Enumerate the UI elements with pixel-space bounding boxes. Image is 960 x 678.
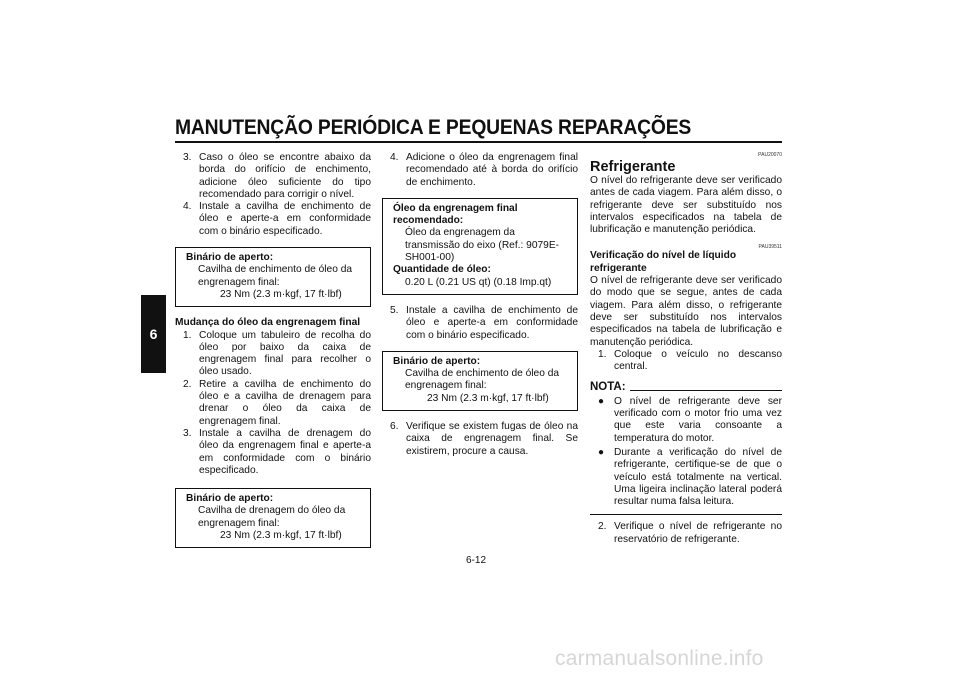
step-item	[175, 379, 371, 428]
paragraph: O nível do refrigerante deve ser verificado antes de cada viagem. Para além disso, o refrigerante deve ser substituído nos intervalos especificados na tabela de lubrificação e manutenção periódica.	[590, 175, 782, 236]
title-rule	[175, 141, 782, 143]
step-text: Retire a cavilha de enchimento do óleo e a cavilha de drenagem para drenar o óleo da caixa de engrenagem final.	[199, 378, 371, 427]
torque-box	[175, 247, 371, 307]
step-number: 3.	[183, 427, 192, 439]
step-number: 2.	[183, 378, 192, 390]
step-number: 1.	[598, 348, 607, 360]
step-text: Instale a cavilha de enchimento de óleo e aperte-a em conformidade com o binário especificado.	[199, 201, 371, 237]
column-left	[175, 152, 371, 558]
step-number: 6.	[390, 421, 399, 433]
bullet-icon: ●	[598, 446, 605, 458]
subsection-title: Verificação do nível de líquido refrigerante	[590, 250, 737, 274]
step-item	[175, 330, 371, 379]
step-text: Coloque um tabuleiro de recolha do óleo por baixo da caixa de engrenagem final para recolher o óleo usado.	[199, 329, 371, 378]
bullet-text: Durante a verificação do nível de refrigerante, certifique-se de que o veículo está totalmente na vertical. Uma ligeira inclinação lateral poderá resultar numa falsa leitura.	[614, 446, 782, 508]
column-middle	[382, 152, 578, 458]
box-qty-title: Quantidade de óleo:	[393, 264, 491, 276]
step-item	[175, 152, 371, 201]
subheading-oil-change: Mudança do óleo da engrenagem final	[175, 317, 361, 329]
step-item	[175, 201, 371, 238]
step-item	[175, 428, 371, 477]
step-item	[382, 305, 578, 342]
box-line: Cavilha de enchimento de óleo da engrenagem final:	[198, 264, 353, 288]
box-title: Binário de aperto:	[186, 252, 274, 264]
step-text: Instale a cavilha de drenagem do óleo da engrenagem final e aperte-a em conformidade com o binário especificado.	[199, 427, 371, 476]
box-title: Binário de aperto:	[186, 493, 274, 505]
step-item	[382, 152, 578, 189]
box-value: 23 Nm (2.3 m·kgf, 17 ft·lbf)	[427, 392, 549, 404]
step-item	[590, 349, 782, 374]
step-item	[382, 421, 578, 458]
step-number: 5.	[390, 304, 399, 316]
bullet-icon: ●	[598, 395, 605, 407]
step-text: Instale a cavilha de enchimento de óleo e aperte-a em conformidade com o binário especificado.	[406, 304, 578, 341]
step-number: 3.	[183, 152, 192, 163]
box-line: Cavilha de drenagem do óleo da engrenagem final:	[198, 505, 346, 529]
note-bullet	[590, 396, 782, 445]
note-rule	[630, 390, 782, 391]
box-line: Cavilha de enchimento de óleo da engrenagem final:	[405, 368, 560, 392]
reference-code: PAU20070	[758, 152, 782, 158]
step-number: 4.	[390, 152, 399, 163]
note-bullet	[590, 447, 782, 508]
box-value: 23 Nm (2.3 m·kgf, 17 ft·lbf)	[220, 288, 342, 300]
column-right	[590, 152, 782, 546]
step-number: 4.	[183, 201, 192, 213]
box-title: Óleo da engrenagem final recomendado:	[393, 202, 518, 227]
bullet-text: O nível de refrigerante deve ser verificado com o motor frio uma vez que este varia consoante a temperatura do motor.	[614, 395, 782, 444]
box-line: Óleo da engrenagem da transmissão do eixo (Ref.: 9079E-SH001-00)	[405, 227, 560, 264]
step-item	[590, 521, 782, 546]
step-number: 2.	[598, 521, 607, 533]
paragraph: O nível de refrigerante deve ser verificado do modo que se segue, antes de cada viagem. Para além disso, o refrigerante deve ser substituído nos intervalos especificados na tabela de lubrificação e manutenção periódica.	[590, 275, 782, 348]
watermark: carmanualsonline.info	[555, 647, 764, 670]
page-number: 6-12	[466, 555, 487, 566]
torque-box	[175, 488, 371, 548]
torque-box	[382, 351, 578, 411]
step-text: Verifique o nível de refrigerante no reservatório de refrigerante.	[614, 521, 782, 545]
note-label: NOTA:	[590, 381, 626, 394]
note-end-rule	[590, 514, 782, 515]
section-title: Refrigerante	[590, 159, 676, 175]
page-title: MANUTENÇÃO PERIÓDICA E PEQUENAS REPARAÇÕES	[175, 116, 692, 139]
note-header	[590, 381, 782, 393]
chapter-tab: 6	[141, 295, 166, 373]
step-text: Caso o óleo se encontre abaixo da borda do orifício de enchimento, adicione óleo suficiente do tipo recomendado para corrigir o nível.	[199, 152, 371, 200]
step-number: 1.	[183, 329, 192, 341]
step-text: Verifique se existem fugas de óleo na caixa de engrenagem final. Se existirem, procure a causa.	[406, 421, 578, 457]
box-line: 0.20 L (0.21 US qt) (0.18 Imp.qt)	[405, 276, 552, 288]
reference-code: PAU39511	[758, 244, 782, 251]
box-value: 23 Nm (2.3 m·kgf, 17 ft·lbf)	[220, 530, 342, 542]
box-title: Binário de aperto:	[393, 355, 481, 367]
oil-spec-box	[382, 198, 578, 295]
step-text: Coloque o veículo no descanso central.	[614, 348, 782, 373]
step-text: Adicione o óleo da engrenagem final recomendado até à borda do orifício de enchimento.	[406, 152, 578, 188]
